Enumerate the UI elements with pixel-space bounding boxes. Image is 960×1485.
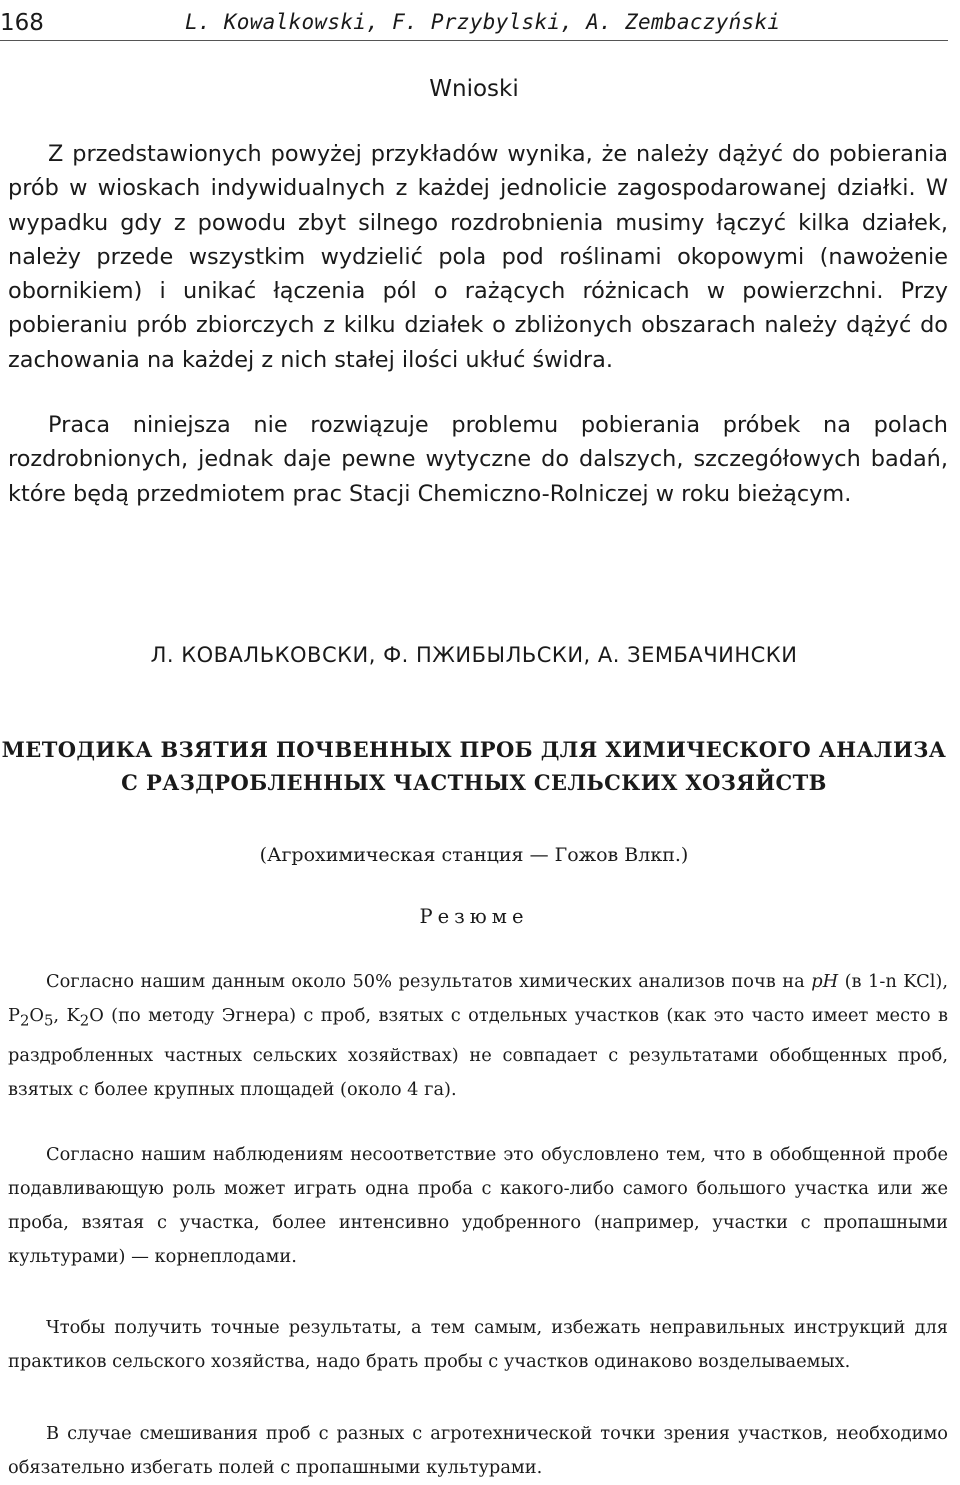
- summary-title: [0, 733, 948, 799]
- subscript: 2: [19, 1012, 30, 1030]
- ph-symbol: pH: [811, 971, 839, 992]
- conclusions-paragraph: Praca niniejsza nie rozwiązuje problemu pobierania próbek na polach rozdrobnionych, jednak daje pewne wytyczne do dalszych, szczegółowych badań, które będą przedmiotem prac Stacji Chemiczno-Rolniczej w roku bieżącym.: [8, 412, 948, 507]
- summary-paragraph: В случае смешивания проб с разных с агротехнической точки зрения участков, необходимо обязательно избегать полей с пропашными культурами.: [8, 1423, 948, 1478]
- summary-authors: Л. КОВАЛЬКОВСКИ, Ф. ПЖИБЫЛЬСКИ, А. ЗЕМБАЧИНСКИ: [150, 643, 798, 667]
- page-header: [0, 6, 948, 41]
- running-head: L. Kowalkowski, F. Przybylski, A. Zembaczyński: [185, 10, 781, 34]
- summary-title-line: С РАЗДРОБЛЕННЫХ ЧАСТНЫХ СЕЛЬСКИХ ХОЗЯЙСТВ: [121, 770, 827, 795]
- paragraph-text: O (по методу Эгнера) с проб, взятых с отдельных участков (как это часто имеет место в раздробленных частных сельских хозяйствах) не совпадает с результатами обобщенных проб, взятых с более крупных площадей (около 4 га).: [8, 1005, 948, 1100]
- summary-paragraph: Чтобы получить точные результаты, а тем самым, избежать неправильных инструкций для практиков сельского хозяйства, надо брать пробы с участков одинаково возделываемых.: [8, 1317, 948, 1372]
- paragraph-text: O: [29, 1005, 44, 1026]
- paragraph-text: Согласно нашим данным около 50% результатов химических анализов почв на: [46, 971, 812, 992]
- conclusions-paragraph: Z przedstawionych powyżej przykładów wynika, że należy dążyć do pobierania prób w wioskach indywidualnych z każdej jednolicie zagospodarowanej działki. W wypadku gdy z powodu zbyt silnego rozdrobnienia musimy łączyć kilka działek, należy przede wszystkim wydzielić pola pod roślinami okopowymi (nawożenie obornikiem) i unikać łączenia pól o rażących różnicach w powierzchni. Przy pobieraniu prób zbiorczych z kilku działek o zbliżonych obszarach należy dążyć do zachowania na każdej z nich stałej ilości ukłuć świdra.: [8, 141, 948, 373]
- subscript: 2: [79, 1012, 90, 1030]
- resume-heading: Резюме: [419, 905, 529, 928]
- summary-title-line: МЕТОДИКА ВЗЯТИЯ ПОЧВЕННЫХ ПРОБ ДЛЯ ХИМИЧЕСКОГО АНАЛИЗА: [1, 737, 947, 762]
- summary-paragraph: Согласно нашим наблюдениям несоответствие это обусловлено тем, что в обобщенной пробе подавливающую роль может играть одна проба с какого-либо самого большого участка или же проба, взятая с участка, более интенсивно удобренного (например, участки с пропашными культурами) — корнеплодами.: [8, 1144, 948, 1267]
- page-number: 168: [0, 10, 44, 36]
- paragraph-text: , K: [53, 1005, 80, 1026]
- summary-paragraph: [8, 965, 948, 1107]
- paragraph-text: (в 1-n KCl), P: [8, 971, 948, 1026]
- conclusions-heading: Wnioski: [429, 76, 519, 102]
- subscript: 5: [43, 1012, 54, 1030]
- summary-affiliation: (Агрохимическая станция — Гожов Влкп.): [259, 844, 689, 866]
